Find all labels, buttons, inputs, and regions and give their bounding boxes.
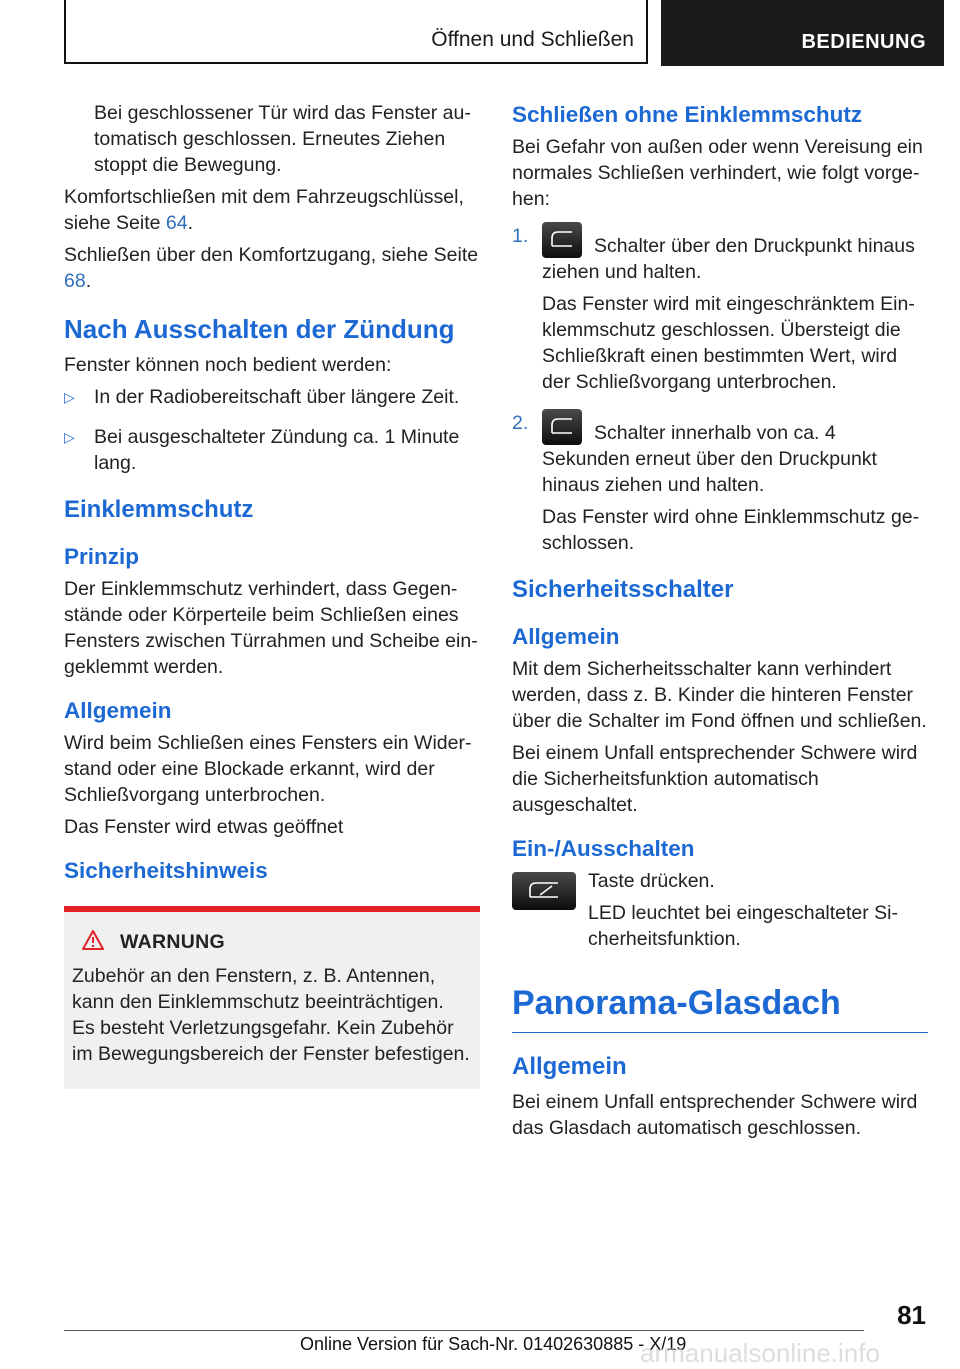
footer-divider (64, 1330, 864, 1331)
step-item (512, 222, 928, 395)
right-column (512, 100, 928, 1147)
step-subtext: Das Fenster wird mit eingeschränktem Einklemmschutz geschlossen. Übersteigt die Schließkraft einen bestimmten Wert, wird der Schließvorgang unterbrochen. (542, 293, 915, 393)
einklemmschutz-heading: Einklemmschutz (64, 496, 254, 523)
panorama-text: Bei einem Unfall entsprechender Schwere wird das Glasdach automatisch geschlossen. (512, 1091, 918, 1139)
nach-ausschalten-list (64, 384, 480, 476)
prinzip-text: Der Einklemmschutz verhindert, dass Gegenstände oder Körperteile beim Schließen eines Fensters zwischen Türrahmen und Scheibe eingeklemmt werden. (64, 578, 478, 678)
ein-ausschalten-heading: Ein-/Ausschalten (512, 836, 695, 861)
page-number: 81 (897, 1300, 926, 1330)
warning-box (64, 906, 480, 1089)
warning-text: Zubehör an den Fenstern, z. B. Antennen, kann den Einklemmschutz beeinträchtigen. Es besteht Verletzungsgefahr. Kein Zubehör im Bewegungsbereich der Fenster befestigen. (72, 965, 470, 1065)
steps-list (512, 222, 928, 556)
komfort-text: Komfortschließen mit dem Fahrzeugschlüssel, siehe Seite (64, 186, 464, 234)
warning-triangle-icon (82, 930, 104, 955)
allgemein-text-2: Bei einem Unfall entsprechender Schwere wird die Sicherheitsfunktion automatisch ausgeschaltet. (512, 742, 918, 816)
section-title: Öffnen und Schließen (431, 28, 634, 51)
chapter-title: BEDIENUNG (801, 31, 926, 53)
schliessen-ohne-text: Bei Gefahr von außen oder wenn Vereisung ein normales Schließen verhindert, wie folgt vorgehen: (512, 136, 923, 210)
nach-ausschalten-text: Fenster können noch bedient werden: (64, 354, 392, 376)
step-number: 2. (512, 412, 529, 434)
step-text: Schalter über den Druckpunkt hinaus ziehen und halten. (542, 235, 915, 283)
list-item (64, 424, 480, 476)
komfortzugang-paragraph: Schließen über den Komfortzugang, siehe Seite 68. (64, 244, 479, 292)
warning-title: WARNUNG (120, 931, 226, 953)
allgemein-text-1: Mit dem Sicherheitsschalter kann verhindert werden, dass z. B. Kinder die hinteren Fenster über die Schalter im Fond öffnen und schließen. (512, 658, 927, 732)
watermark: armanualsonline.info (640, 1338, 880, 1368)
allgemein-text-2: Das Fenster wird etwas geöffnet (64, 816, 344, 838)
window-switch-icon (542, 222, 582, 258)
triangle-bullet-icon: ▷ (64, 429, 75, 445)
panorama-allgemein-heading: Allgemein (512, 1053, 627, 1080)
step-subtext: Das Fenster wird ohne Einklemmschutz geschlossen. (542, 506, 920, 554)
allgemein-heading: Allgemein (512, 624, 620, 649)
safety-switch-row (512, 868, 928, 952)
header-chapter-tab (661, 0, 944, 66)
window-switch-icon (542, 409, 582, 445)
komfortzugang-text: Schließen über den Komfortzugang, siehe Seite (64, 244, 479, 266)
ein-aus-line-1: Taste drücken. (588, 870, 715, 892)
header-section-tab (64, 0, 648, 64)
sicherheitsschalter-heading: Sicherheitsschalter (512, 576, 734, 603)
schliessen-ohne-heading: Schließen ohne Einklemmschutz (512, 102, 863, 127)
triangle-bullet-icon: ▷ (64, 389, 75, 405)
panorama-heading: Panorama-Glasdach (512, 980, 928, 1033)
sicherheitshinweis-heading: Sicherheitshinweis (64, 858, 268, 883)
safety-switch-icon (512, 872, 576, 910)
step-text: Schalter innerhalb von ca. 4 Sekunden erneut über den Druckpunkt hinaus ziehen und halten. (542, 422, 877, 496)
ein-aus-line-2: LED leuchtet bei eingeschalteter Sicherheitsfunktion. (588, 902, 899, 950)
prinzip-heading: Prinzip (64, 544, 140, 569)
list-item-text: In der Radiobereitschaft über längere Zeit. (94, 386, 460, 408)
warning-header (82, 930, 470, 955)
online-version-text: Online Version für Sach-Nr. 01402630885 - X/19 (300, 1334, 687, 1354)
list-item-text: Bei ausgeschalteter Zündung ca. 1 Minute lang. (94, 426, 460, 474)
left-column (64, 100, 480, 1089)
step-item (512, 409, 928, 556)
allgemein-text-1: Wird beim Schließen eines Fensters ein Widerstand oder eine Blockade erkannt, wird der Schließvorgang unterbrochen. (64, 732, 472, 806)
komfort-paragraph: Komfortschließen mit dem Fahrzeugschlüssel, siehe Seite 64. (64, 186, 464, 234)
step-number: 1. (512, 225, 529, 247)
allgemein-heading: Allgemein (64, 698, 172, 723)
nach-ausschalten-heading: Nach Ausschalten der Zündung (64, 314, 455, 344)
list-item (64, 384, 480, 410)
page-link-64[interactable]: 64 (165, 212, 188, 234)
intro-paragraph: Bei geschlossener Tür wird das Fenster automatisch geschlossen. Erneutes Ziehen stoppt die Bewegung. (94, 102, 471, 176)
page-link-68[interactable]: 68 (64, 270, 86, 292)
